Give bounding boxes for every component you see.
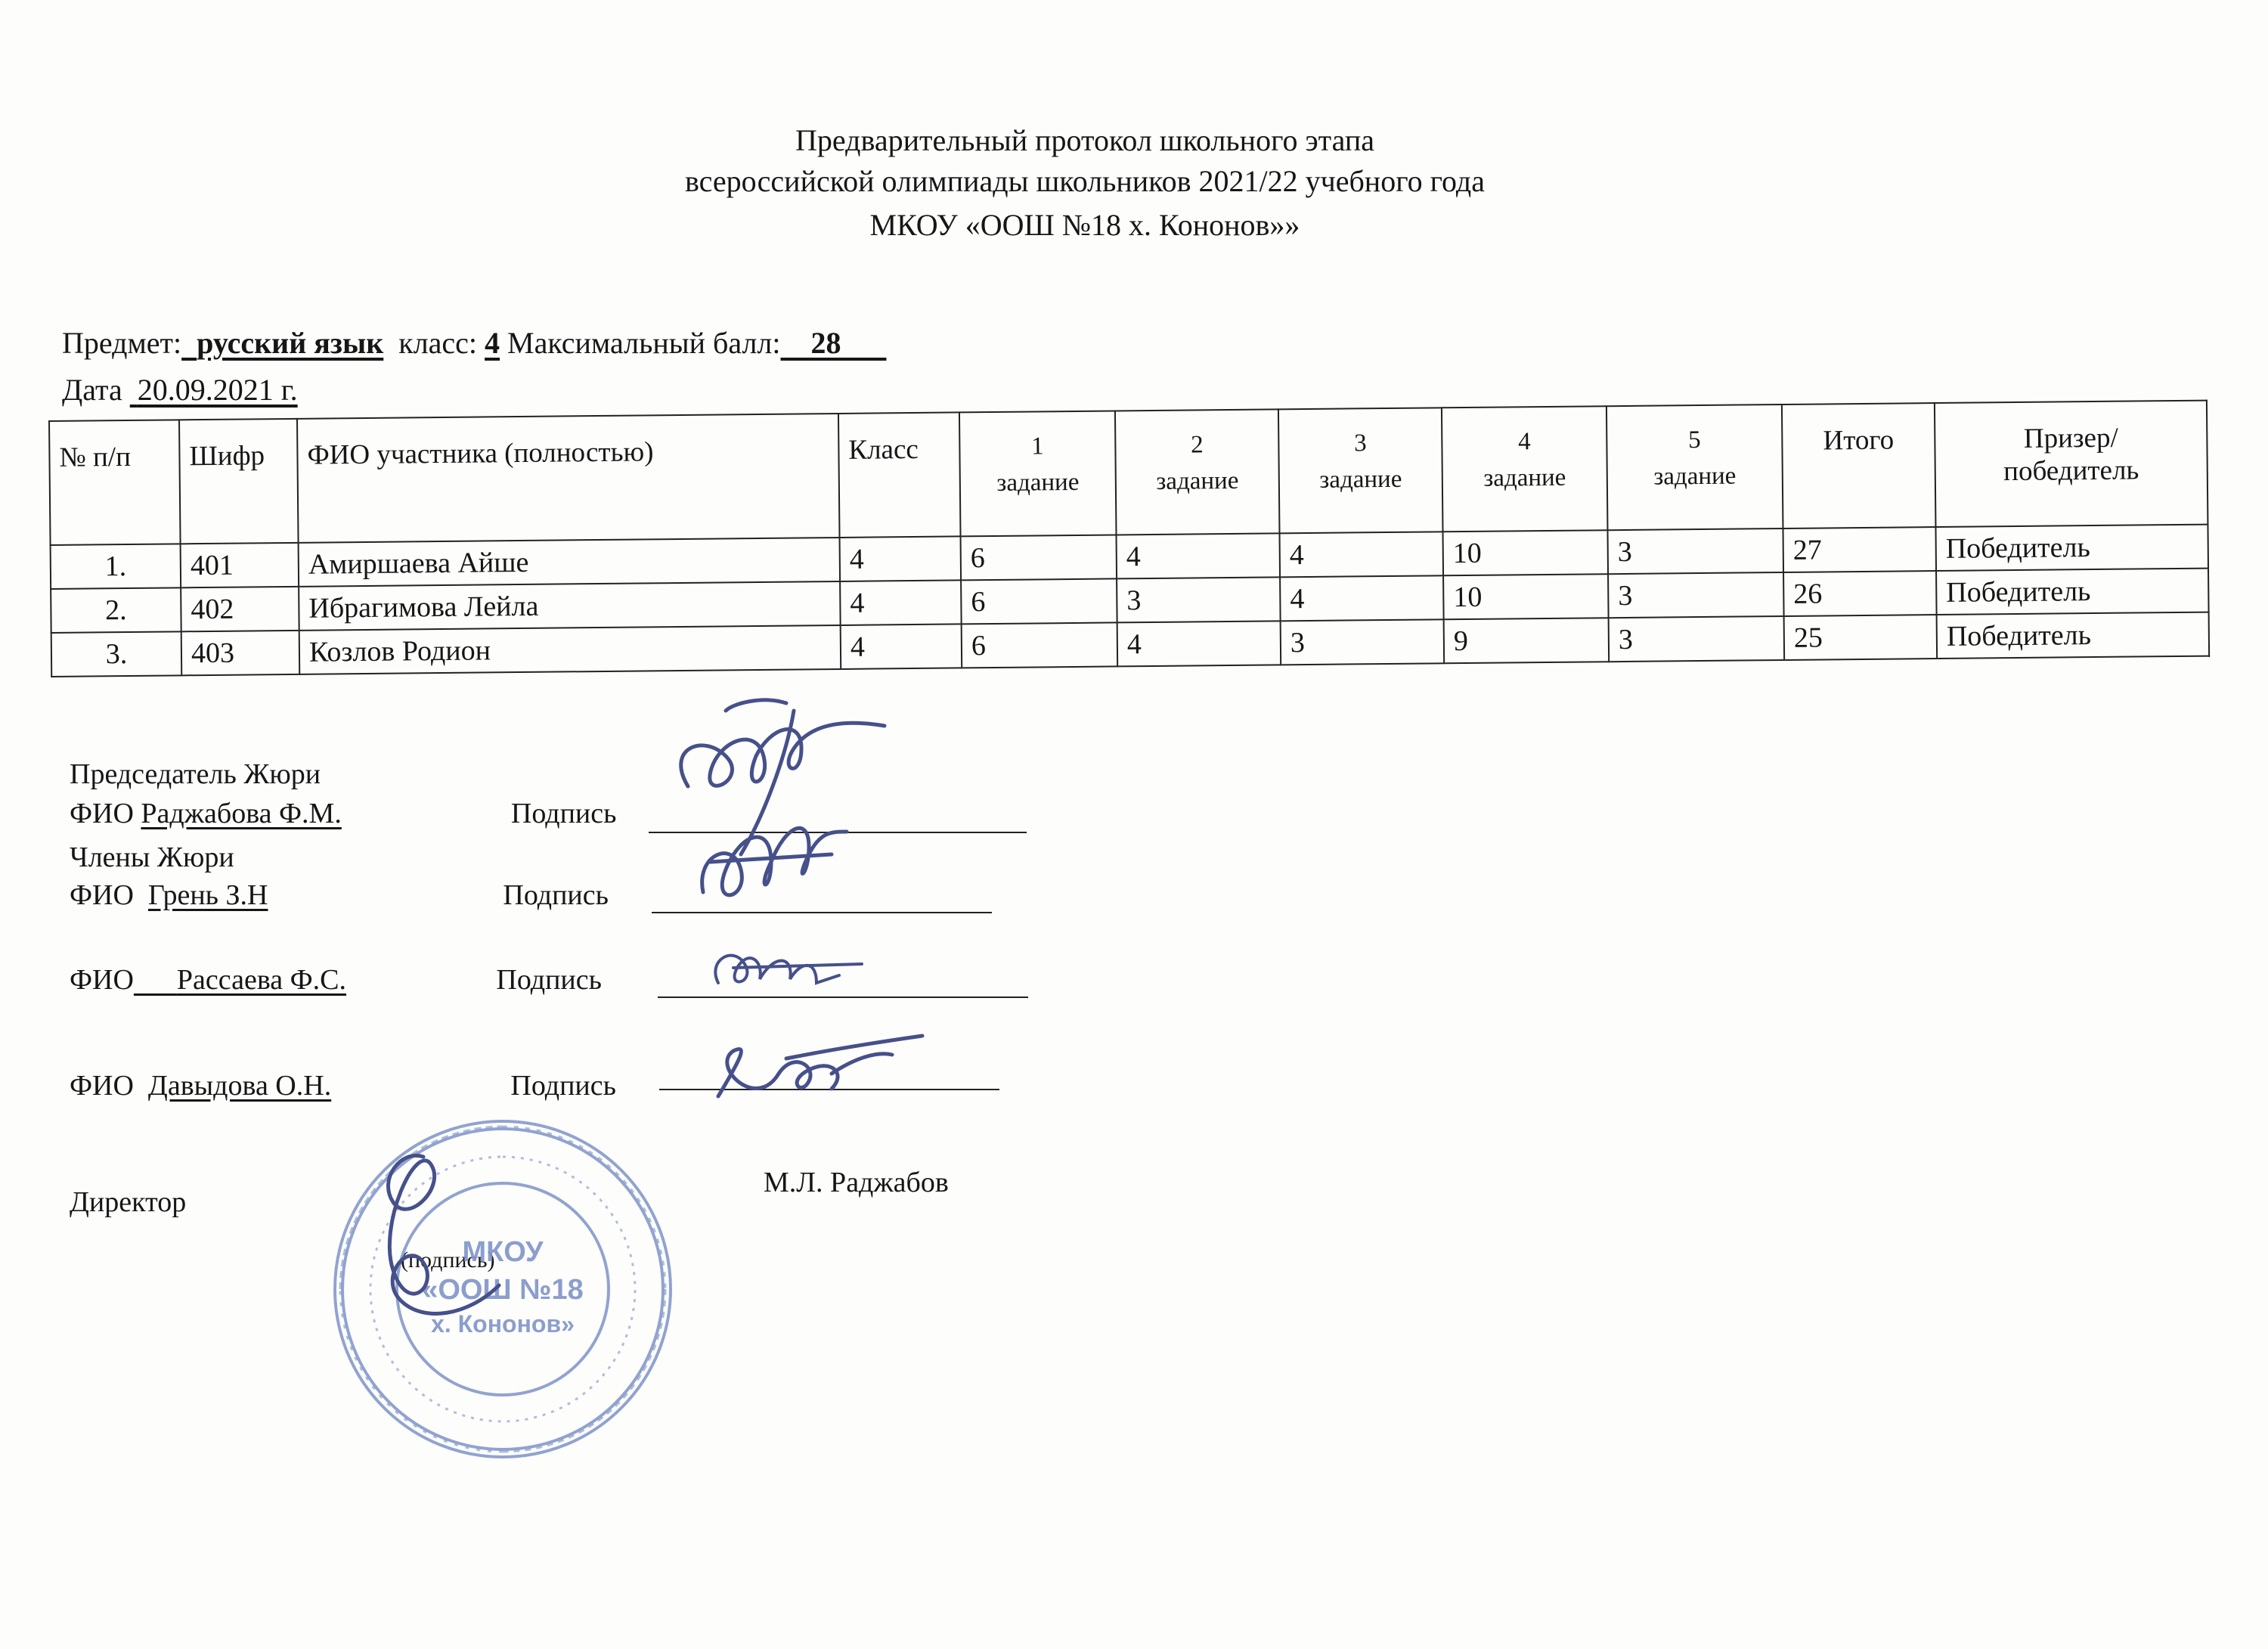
header-code: Шифр: [179, 419, 299, 544]
member-3-signature: [696, 1028, 937, 1111]
header-class: Класс: [838, 412, 961, 538]
cell-class: 4: [840, 580, 962, 625]
director-label: Директор: [70, 1186, 187, 1218]
header-status: Призер/ победитель: [1935, 401, 2208, 527]
member-2-signature: [703, 938, 877, 1006]
cell-class: 4: [841, 624, 962, 669]
header-task-4: 4 задание: [1442, 406, 1608, 532]
cell-tasks-1: 4: [1117, 621, 1281, 666]
table-body: [51, 525, 2210, 677]
header-num: № п/п: [49, 420, 181, 545]
cell-tasks-3: 9: [1444, 618, 1610, 663]
cell-total: 26: [1783, 571, 1937, 616]
subject-line: [62, 325, 887, 361]
cell-tasks-2: 4: [1280, 575, 1444, 621]
jury-member-row-2: [70, 963, 602, 997]
jury-members-title: Члены Жюри: [70, 842, 234, 873]
date-value: 20.09.2021 г.: [137, 373, 298, 407]
cell-num: 2.: [51, 587, 181, 633]
cell-tasks-2: 3: [1281, 619, 1445, 665]
cell-total: 25: [1784, 615, 1938, 660]
cell-tasks-4: 3: [1609, 616, 1785, 662]
cell-tasks-1: 3: [1117, 577, 1281, 622]
jury-chair-row: [70, 797, 616, 830]
jury-chair-title: Председатель Жюри: [70, 758, 321, 790]
member-name-2: Рассаева Ф.С.: [176, 964, 347, 996]
sign-label: Подпись: [510, 798, 617, 829]
cell-status: Победитель: [1937, 612, 2210, 659]
header-total: Итого: [1782, 403, 1936, 528]
member-1-signature: [680, 809, 862, 922]
fio-label: ФИО: [70, 798, 134, 829]
chair-name: Раджабова Ф.М.: [141, 798, 342, 829]
sign-label: Подпись: [496, 964, 602, 996]
cell-class: 4: [840, 536, 962, 581]
cell-code: 403: [181, 631, 300, 675]
cell-status: Победитель: [1935, 525, 2208, 571]
cell-total: 27: [1783, 527, 1936, 572]
cell-tasks-2: 4: [1280, 532, 1444, 577]
cell-num: 1.: [51, 544, 181, 589]
director-name: М.Л. Раджабов: [764, 1167, 949, 1198]
svg-text:х. Кононов»: х. Кононов»: [431, 1310, 575, 1337]
table-header-row: [49, 401, 2208, 545]
jury-member-row-3: [70, 1069, 616, 1102]
header-task-5: 5 задание: [1606, 405, 1783, 530]
cell-fio: Козлов Родион: [299, 625, 841, 674]
subject-label: Предмет:: [62, 326, 182, 360]
cell-fio: Ибрагимова Лейла: [299, 581, 841, 631]
max-score-label: Максимальный балл:: [507, 326, 781, 360]
title-line-1: Предварительный протокол школьного этапа: [795, 123, 1374, 157]
fio-label: ФИО: [70, 1070, 134, 1102]
subject-value: русский язык: [197, 326, 384, 360]
cell-status: Победитель: [1936, 569, 2209, 615]
jury-member-row-1: [70, 879, 609, 912]
cell-tasks-3: 10: [1443, 574, 1609, 619]
header-task-1: 1 задание: [959, 411, 1117, 536]
class-value: 4: [485, 326, 500, 360]
header-task-2: 2 задание: [1115, 409, 1280, 535]
cell-code: 402: [181, 587, 299, 631]
cell-num: 3.: [51, 631, 182, 677]
results-table: [48, 400, 2210, 677]
cell-tasks-1: 4: [1117, 533, 1281, 578]
member-name-1: Грень З.Н: [147, 879, 268, 911]
fio-label: ФИО: [70, 964, 134, 996]
cell-tasks-0: 6: [961, 535, 1117, 580]
member-name-3: Давыдова О.Н.: [147, 1070, 332, 1102]
cell-tasks-0: 6: [961, 578, 1117, 624]
cell-tasks-0: 6: [962, 622, 1118, 668]
header-fio: ФИО участника (полностью): [297, 414, 840, 543]
header-task-3: 3 задание: [1278, 408, 1443, 533]
sign-label: Подпись: [503, 879, 609, 911]
cell-tasks-4: 3: [1608, 572, 1784, 618]
cell-fio: Амиршаева Айше: [299, 538, 841, 587]
class-label: класс:: [398, 326, 478, 360]
date-line: [62, 372, 298, 408]
fio-label: ФИО: [70, 879, 134, 911]
max-score-value: 28: [810, 326, 841, 360]
sign-label: Подпись: [510, 1070, 616, 1102]
title-line-3: МКОУ «ООШ №18 х. Кононов»»: [869, 208, 1300, 242]
cell-tasks-4: 3: [1607, 528, 1783, 574]
cell-tasks-3: 10: [1442, 530, 1608, 575]
director-signature: [333, 1134, 575, 1331]
director-sign-hint: (подпись): [401, 1248, 495, 1272]
svg-text:МКОУ: МКОУ: [462, 1236, 544, 1268]
svg-text:«ООШ №18: «ООШ №18: [422, 1274, 584, 1306]
cell-code: 401: [181, 543, 299, 587]
title-line-2: всероссийской олимпиады школьников 2021/22 учебного года: [685, 164, 1485, 198]
date-label: Дата: [62, 373, 122, 407]
